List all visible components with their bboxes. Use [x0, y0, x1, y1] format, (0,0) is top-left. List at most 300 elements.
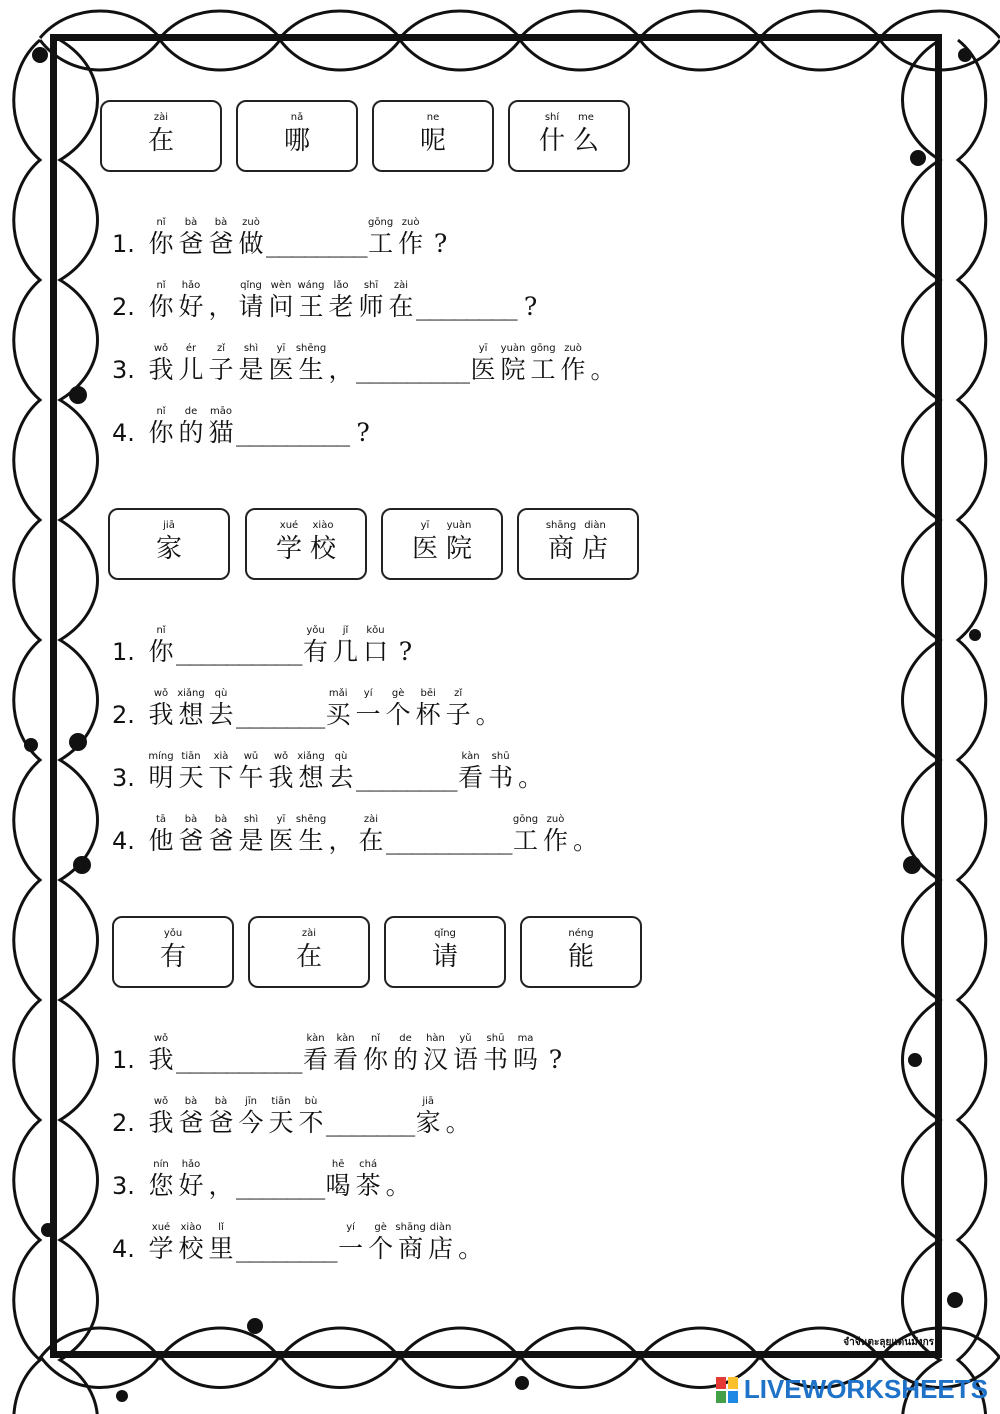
hanzi: 好	[178, 1171, 204, 1200]
hanzi: 有	[302, 637, 328, 666]
question-number: 2.	[112, 293, 135, 321]
ruby-char	[511, 814, 541, 856]
pinyin: zài	[301, 928, 317, 939]
ruby-char	[326, 814, 356, 856]
ruby-char	[443, 1096, 473, 1138]
ruby-char	[301, 625, 331, 667]
word-bank-card[interactable]	[245, 508, 367, 580]
hanzi: 吗	[512, 1045, 538, 1074]
pinyin: tiān	[181, 751, 201, 762]
hanzi: 在	[388, 292, 414, 321]
hanzi: 工	[530, 355, 556, 384]
question-number: 4.	[112, 419, 135, 447]
word-bank-word	[510, 112, 628, 158]
question-number: 2.	[112, 1109, 135, 1137]
hanzi: 一	[355, 700, 381, 729]
hanzi: 作	[560, 355, 586, 384]
pinyin: zǐ	[454, 688, 463, 699]
ruby-char	[361, 1033, 391, 1075]
hanzi: ?	[356, 418, 370, 447]
hanzi: 你	[148, 292, 174, 321]
pinyin: lǎo	[333, 280, 349, 291]
hanzi: 口	[362, 637, 388, 666]
pinyin: zuò	[546, 814, 565, 825]
hanzi: 医	[268, 355, 294, 384]
ruby-char	[176, 280, 206, 322]
pinyin: bà	[214, 217, 228, 228]
ruby-char	[426, 217, 456, 259]
hanzi: 爸	[178, 229, 204, 258]
hanzi: 医	[411, 534, 438, 564]
hanzi: 我	[148, 355, 174, 384]
word-bank-word	[114, 928, 232, 974]
answer-blank[interactable]: _______	[326, 1109, 414, 1137]
ruby-char	[266, 814, 296, 856]
pinyin: gōng	[530, 343, 556, 354]
hanzi: 你	[148, 229, 174, 258]
ruby-char	[572, 112, 600, 158]
ruby-char	[309, 520, 337, 566]
pinyin: qù	[334, 751, 348, 762]
ruby-char	[266, 343, 296, 385]
ruby-char	[296, 280, 326, 322]
pinyin: shū	[491, 751, 510, 762]
pinyin: shāng	[395, 1222, 426, 1233]
ruby-char	[511, 1033, 541, 1075]
hanzi: 去	[208, 700, 234, 729]
pinyin: shí	[544, 112, 560, 123]
ruby-char	[558, 343, 588, 385]
liveworksheets-wordmark: LIVEWORKSHEETS	[743, 1374, 988, 1404]
pinyin: jiā	[163, 520, 175, 531]
ruby-char	[323, 1159, 353, 1201]
answer-blank[interactable]: ________	[236, 1235, 336, 1263]
answer-blank[interactable]: ________	[266, 230, 366, 258]
hanzi: 。	[475, 700, 501, 729]
pinyin: nǐ	[370, 1033, 381, 1044]
pinyin: yuàn	[446, 520, 472, 531]
pinyin: hàn	[426, 1033, 445, 1044]
pinyin: wǒ	[153, 343, 169, 354]
hanzi: 杯	[415, 700, 441, 729]
pinyin: wáng	[297, 280, 325, 291]
pinyin: bà	[214, 814, 228, 825]
hanzi: 。	[572, 826, 598, 855]
hanzi: 作	[398, 229, 424, 258]
hanzi: 的	[392, 1045, 418, 1074]
ruby-char	[206, 814, 236, 856]
ruby-char	[426, 1222, 456, 1264]
ruby-char	[366, 217, 396, 259]
pinyin: nín	[153, 1159, 169, 1170]
border-dot	[969, 629, 981, 641]
hanzi: 在	[358, 826, 384, 855]
ruby-char	[413, 688, 443, 730]
word-bank-card[interactable]	[372, 100, 494, 172]
hanzi: 生	[298, 826, 324, 855]
pinyin: xiào	[312, 520, 334, 531]
hanzi: 。	[445, 1108, 471, 1137]
pinyin: gè	[391, 688, 405, 699]
ruby-char	[236, 1096, 266, 1138]
word-bank-card[interactable]	[517, 508, 639, 580]
hanzi: ，	[328, 826, 354, 855]
hanzi: 作	[542, 826, 568, 855]
ruby-char	[356, 280, 386, 322]
word-bank	[0, 100, 700, 174]
ruby-char	[146, 751, 176, 793]
pinyin: māo	[210, 406, 232, 417]
ruby-char	[486, 751, 516, 793]
hanzi: 请	[238, 292, 264, 321]
hanzi: ?	[523, 292, 538, 321]
ruby-char	[206, 406, 236, 448]
ruby-char	[361, 625, 391, 667]
pinyin: diàn	[584, 520, 606, 531]
pinyin: xiǎng	[177, 688, 205, 699]
hanzi: 是	[238, 826, 264, 855]
pinyin: qǐng	[434, 928, 456, 939]
hanzi: 校	[309, 534, 336, 564]
pinyin: gè	[374, 1222, 387, 1233]
pinyin: xiào	[180, 1222, 202, 1233]
question-number: 3.	[112, 356, 135, 384]
pinyin: yí	[363, 688, 373, 699]
hanzi: 爸	[208, 1108, 234, 1137]
pinyin: yǔ	[459, 1033, 472, 1044]
answer-blank[interactable]: __________	[386, 827, 511, 855]
ruby-char	[146, 625, 176, 667]
hanzi: 爸	[178, 1108, 204, 1137]
border-wave	[14, 40, 40, 1414]
ruby-char	[323, 688, 353, 730]
hanzi: 天	[268, 1108, 294, 1137]
hanzi: 我	[268, 763, 294, 792]
ruby-char	[296, 343, 326, 385]
ruby-char	[326, 751, 356, 793]
pinyin: wèn	[270, 280, 292, 291]
word-bank-word	[247, 520, 365, 566]
ruby-char	[146, 688, 176, 730]
pinyin: tiān	[271, 1096, 291, 1107]
ruby-char	[411, 520, 439, 566]
ruby-char	[176, 751, 206, 793]
pinyin: nǐ	[156, 280, 166, 291]
ruby-char	[331, 625, 361, 667]
ruby-char	[146, 814, 176, 856]
ruby-char	[206, 1159, 236, 1201]
pinyin: zuò	[242, 217, 260, 228]
pinyin: xiǎng	[297, 751, 325, 762]
ruby-char	[391, 625, 421, 667]
ruby-char	[176, 1096, 206, 1138]
ruby-char	[146, 217, 176, 259]
hanzi: 呢	[419, 126, 446, 156]
ruby-char	[481, 1033, 511, 1075]
ruby-char	[176, 688, 206, 730]
word-bank-card[interactable]	[112, 916, 234, 988]
ruby-char	[541, 1033, 571, 1075]
pinyin: shāng	[545, 520, 577, 531]
ruby-char	[396, 1222, 426, 1264]
pinyin: nǐ	[156, 217, 166, 228]
hanzi: 么	[572, 126, 599, 156]
pinyin: néng	[568, 928, 594, 939]
pinyin: ma	[517, 1033, 534, 1044]
ruby-char	[206, 217, 236, 259]
word-bank-card[interactable]	[248, 916, 370, 988]
pinyin: hē	[331, 1159, 345, 1170]
ruby-char	[206, 280, 236, 322]
ruby-char	[176, 217, 206, 259]
hanzi: 你	[362, 1045, 388, 1074]
hanzi: 。	[458, 1234, 484, 1263]
pinyin: bù	[304, 1096, 318, 1107]
pinyin: yī	[478, 343, 488, 354]
pinyin: gōng	[368, 217, 394, 228]
pinyin: zǐ	[216, 343, 226, 354]
ruby-char	[176, 1222, 206, 1264]
pinyin: wǒ	[153, 1033, 169, 1044]
hanzi: 好	[178, 292, 204, 321]
ruby-char	[538, 112, 566, 158]
ruby-char	[236, 280, 266, 322]
hanzi: ?	[548, 1045, 563, 1074]
hanzi: 茶	[355, 1171, 381, 1200]
ruby-char	[456, 1222, 486, 1264]
pinyin: kàn	[306, 1033, 325, 1044]
ruby-char	[155, 520, 183, 566]
pinyin: yǒu	[306, 625, 325, 636]
hanzi: ，	[328, 355, 354, 384]
pinyin: zuò	[564, 343, 582, 354]
answer-blank[interactable]: __________	[176, 638, 301, 666]
hanzi: 医	[268, 826, 294, 855]
hanzi: 子	[208, 355, 234, 384]
pinyin: shēng	[295, 814, 327, 825]
pinyin: shī	[363, 280, 379, 291]
hanzi: 商	[547, 534, 574, 564]
ruby-char	[383, 1159, 413, 1201]
ruby-char	[295, 928, 323, 974]
hanzi: 的	[178, 418, 204, 447]
hanzi: 明	[148, 763, 174, 792]
pinyin: yǒu	[163, 928, 183, 939]
pinyin: shì	[243, 814, 259, 825]
ruby-char	[331, 1033, 361, 1075]
answer-blank[interactable]: ________	[416, 293, 516, 321]
pinyin: shū	[486, 1033, 505, 1044]
word-bank-card[interactable]	[520, 916, 642, 988]
hanzi: 学	[148, 1234, 174, 1263]
pinyin: kàn	[461, 751, 480, 762]
ruby-char	[383, 688, 413, 730]
sentence-row	[112, 1159, 413, 1201]
ruby-char	[236, 814, 266, 856]
hanzi: 做	[238, 229, 264, 258]
pinyin: bà	[214, 1096, 228, 1107]
hanzi: 午	[238, 763, 264, 792]
answer-blank[interactable]: _______	[236, 1172, 324, 1200]
ruby-char	[266, 280, 296, 322]
hanzi: 商	[398, 1234, 424, 1263]
ruby-char	[413, 1096, 443, 1138]
ruby-char	[516, 751, 546, 793]
hanzi: 请	[431, 942, 458, 972]
hanzi: 想	[298, 763, 324, 792]
ruby-char	[581, 520, 609, 566]
hanzi: ?	[433, 229, 448, 258]
word-bank-word	[522, 928, 640, 974]
ruby-char	[353, 688, 383, 730]
ruby-char	[421, 1033, 451, 1075]
ruby-char	[348, 406, 378, 448]
ruby-char	[391, 1033, 421, 1075]
ruby-char	[296, 751, 326, 793]
ruby-char	[326, 280, 356, 322]
hanzi: 想	[178, 700, 204, 729]
sentence-row	[112, 625, 421, 667]
ruby-char	[146, 1222, 176, 1264]
answer-blank[interactable]: _________	[236, 419, 349, 447]
word-bank-card[interactable]	[108, 508, 230, 580]
pinyin: qù	[214, 688, 228, 699]
word-bank-card[interactable]	[100, 100, 222, 172]
hanzi: 书	[488, 763, 514, 792]
hanzi: 书	[482, 1045, 508, 1074]
ruby-char	[236, 217, 266, 259]
pinyin: yī	[276, 814, 286, 825]
hanzi: 你	[148, 418, 174, 447]
hanzi: 喝	[325, 1171, 351, 1200]
question-number: 4.	[112, 827, 135, 855]
question-number: 2.	[112, 701, 135, 729]
ruby-char	[445, 520, 473, 566]
pinyin: jǐ	[342, 625, 349, 636]
author-credit: จำจีนตะลุยแดนมังกร	[843, 1337, 934, 1348]
pinyin: diàn	[429, 1222, 452, 1233]
word-bank-card[interactable]	[508, 100, 630, 172]
ruby-char	[336, 1222, 366, 1264]
word-bank-word	[519, 520, 637, 566]
sentence-row	[112, 217, 456, 259]
hanzi: 校	[178, 1234, 204, 1263]
border-dot	[515, 1376, 529, 1390]
ruby-char	[468, 343, 498, 385]
answer-blank[interactable]: _______	[236, 701, 324, 729]
pinyin: zuò	[401, 217, 420, 228]
hanzi: 不	[298, 1108, 324, 1137]
hanzi: 。	[590, 355, 616, 384]
border-dot	[947, 1292, 963, 1308]
pinyin: yí	[346, 1222, 355, 1233]
hanzi: 个	[385, 700, 411, 729]
word-bank-word	[386, 928, 504, 974]
answer-blank[interactable]: __________	[176, 1046, 301, 1074]
ruby-char	[473, 688, 503, 730]
hanzi: 家	[415, 1108, 441, 1137]
sentence-row	[112, 406, 378, 448]
hanzi: 问	[268, 292, 294, 321]
pinyin: jīn	[245, 1096, 257, 1107]
pinyin: xià	[213, 751, 229, 762]
question-number: 4.	[112, 1235, 135, 1263]
pinyin: mǎi	[328, 688, 348, 699]
hanzi: 有	[159, 942, 186, 972]
hanzi: 医	[470, 355, 496, 384]
ruby-char	[386, 280, 416, 322]
ruby-char	[146, 1096, 176, 1138]
hanzi: 看	[332, 1045, 358, 1074]
word-bank-card[interactable]	[381, 508, 503, 580]
hanzi: 能	[567, 942, 594, 972]
answer-blank[interactable]: ________	[356, 764, 456, 792]
pinyin: míng	[148, 751, 174, 762]
ruby-char	[206, 1222, 236, 1264]
ruby-char	[498, 343, 528, 385]
hanzi: 哪	[283, 126, 310, 156]
pinyin: bēi	[420, 688, 436, 699]
pinyin: zài	[393, 280, 409, 291]
word-bank	[0, 508, 700, 582]
pinyin: wǒ	[153, 688, 169, 699]
ruby-char	[456, 751, 486, 793]
hanzi: 王	[298, 292, 324, 321]
word-bank-word	[102, 112, 220, 158]
pinyin: de	[184, 406, 198, 417]
ruby-char	[356, 814, 386, 856]
hanzi: 去	[328, 763, 354, 792]
sentence-row	[112, 814, 601, 856]
ruby-char	[146, 406, 176, 448]
border-dot	[32, 47, 48, 63]
question-number: 3.	[112, 764, 135, 792]
ruby-char	[431, 928, 459, 974]
hanzi: 是	[238, 355, 264, 384]
ruby-char	[296, 1096, 326, 1138]
ruby-char	[146, 1159, 176, 1201]
answer-blank[interactable]: _________	[356, 356, 469, 384]
ruby-char	[283, 112, 311, 158]
ruby-char	[275, 520, 303, 566]
pinyin: me	[578, 112, 594, 123]
hanzi: ，	[208, 292, 234, 321]
sentence-row	[112, 343, 618, 385]
question-number: 1.	[112, 1046, 135, 1074]
hanzi: 爸	[178, 826, 204, 855]
hanzi: ，	[208, 1171, 234, 1200]
ruby-char	[571, 814, 601, 856]
ruby-char	[146, 280, 176, 322]
ruby-char	[266, 1096, 296, 1138]
pinyin: ér	[185, 343, 197, 354]
word-bank-word	[374, 112, 492, 158]
ruby-char	[206, 1096, 236, 1138]
hanzi: 看	[302, 1045, 328, 1074]
word-bank-card[interactable]	[236, 100, 358, 172]
pinyin: wǔ	[243, 751, 259, 762]
hanzi: 今	[238, 1108, 264, 1137]
hanzi: 爸	[208, 229, 234, 258]
ruby-char	[301, 1033, 331, 1075]
hanzi: 一	[338, 1234, 364, 1263]
pinyin: yuàn	[500, 343, 526, 354]
liveworksheets-logo[interactable]	[716, 1374, 988, 1405]
hanzi: 我	[148, 1045, 174, 1074]
hanzi: 师	[358, 292, 384, 321]
pinyin: tā	[155, 814, 167, 825]
word-bank-card[interactable]	[384, 916, 506, 988]
